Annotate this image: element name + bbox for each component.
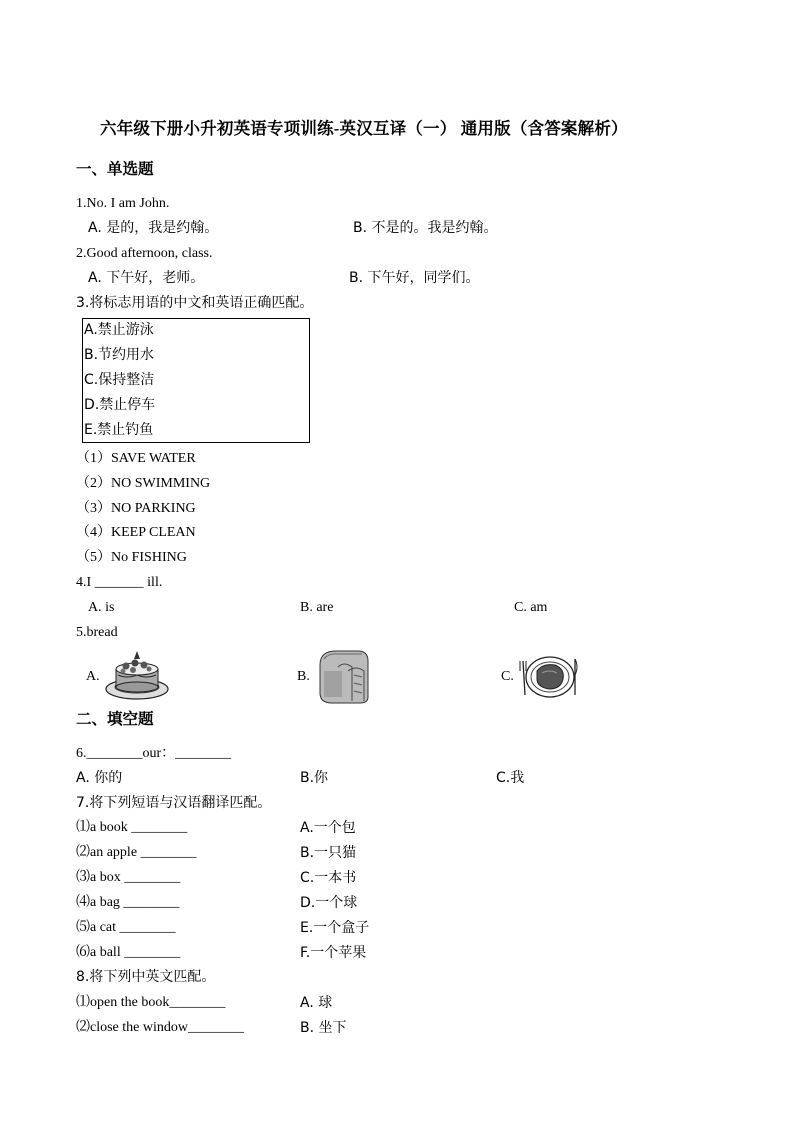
phrase-item: ⑴open the book________ [76, 995, 226, 1010]
section-heading-1: 一、单选题 [76, 161, 154, 178]
question-1-stem: 1.No. I am John. [76, 196, 170, 211]
question-5-option-a: A. [86, 669, 100, 684]
sign-item: （4）KEEP CLEAN [76, 525, 196, 540]
question-6-option-a: A. 你的 [76, 770, 123, 786]
question-8-stem: 8.将下列中英文匹配。 [76, 969, 216, 985]
phrase-item: ⑵an apple ________ [76, 845, 197, 860]
section-heading-2: 二、填空题 [76, 711, 154, 728]
sign-item: （3）NO PARKING [76, 501, 196, 516]
question-5-stem: 5.bread [76, 625, 118, 640]
question-2-option-a: A. 下午好，老师。 [88, 270, 205, 286]
steak-picture [517, 653, 579, 701]
translation-item: B.一只猫 [300, 845, 357, 861]
question-2-stem: 2.Good afternoon, class. [76, 246, 213, 261]
phrase-item: ⑶a box ________ [76, 870, 181, 885]
sign-option: C.保持整洁 [84, 372, 155, 388]
sign-item: （1）SAVE WATER [76, 451, 196, 466]
phrase-item: ⑵close the window________ [76, 1020, 244, 1035]
question-5-option-c: C. [501, 669, 514, 684]
phrase-item: ⑴a book ________ [76, 820, 188, 835]
sign-option: B.节约用水 [84, 347, 155, 363]
bread-picture [314, 645, 372, 707]
question-4-option-b: B. are [300, 600, 334, 615]
sign-item: （2）NO SWIMMING [76, 476, 211, 491]
question-6-option-c: C.我 [496, 770, 525, 786]
translation-item: B. 坐下 [300, 1020, 347, 1036]
question-1-option-b: B. 不是的。我是约翰。 [353, 220, 498, 236]
translation-item: C.一本书 [300, 870, 357, 886]
question-4-stem: 4.I _______ ill. [76, 575, 163, 590]
question-2-option-b: B. 下午好，同学们。 [349, 270, 480, 286]
question-4-option-a: A. is [88, 600, 115, 615]
question-3-stem: 3.将标志用语的中文和英语正确匹配。 [76, 295, 314, 311]
question-7-stem: 7.将下列短语与汉语翻译匹配。 [76, 795, 272, 811]
page-title: 六年级下册小升初英语专项训练-英汉互译（一） 通用版（含答案解析） [100, 119, 628, 138]
question-6-stem: 6.________our：________ [76, 746, 232, 761]
sign-option: E.禁止钓鱼 [84, 422, 154, 438]
cake-picture [104, 645, 170, 701]
sign-option: A.禁止游泳 [84, 322, 154, 338]
sign-option: D.禁止停车 [84, 397, 156, 413]
translation-item: A. 球 [300, 995, 333, 1011]
question-5-option-b: B. [297, 669, 310, 684]
translation-item: D.一个球 [300, 895, 358, 911]
phrase-item: ⑸a cat ________ [76, 920, 176, 935]
question-1-option-a: A. 是的，我是约翰。 [88, 220, 219, 236]
question-6-option-b: B.你 [300, 770, 329, 786]
translation-item: E.一个盒子 [300, 920, 370, 936]
question-4-option-c: C. am [514, 600, 548, 615]
phrase-item: ⑷a bag ________ [76, 895, 180, 910]
translation-item: A.一个包 [300, 820, 356, 836]
translation-item: F.一个苹果 [300, 945, 367, 961]
phrase-item: ⑹a ball ________ [76, 945, 181, 960]
sign-item: （5）No FISHING [76, 550, 187, 565]
